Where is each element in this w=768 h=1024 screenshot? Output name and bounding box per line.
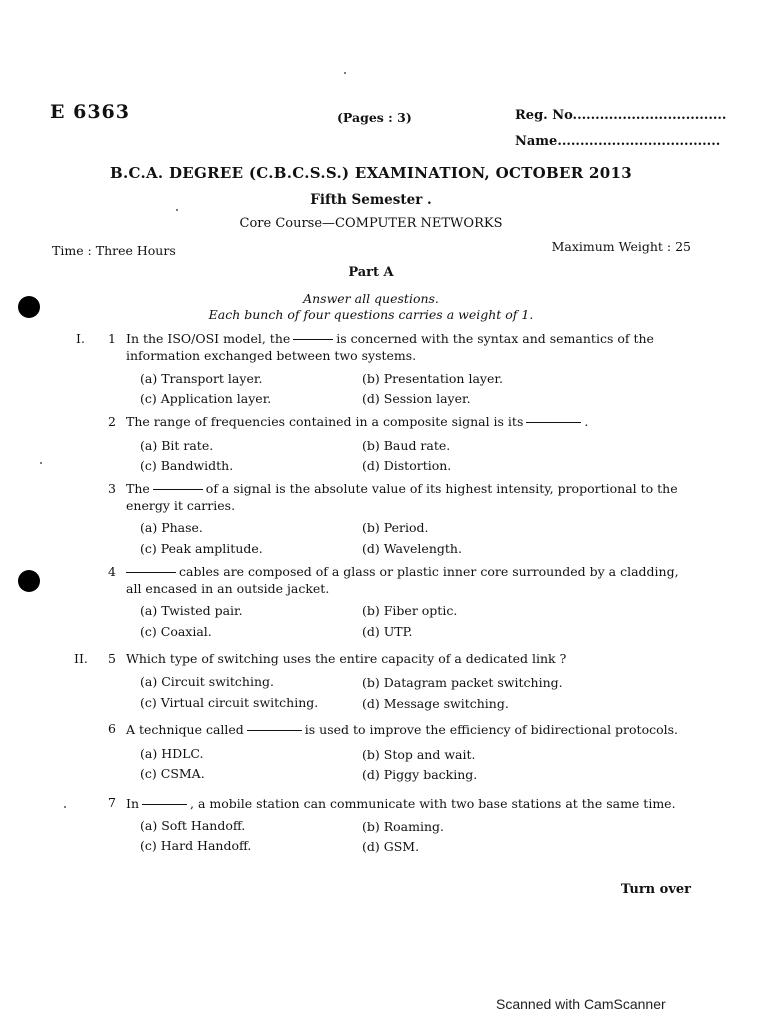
option: (b) Presentation layer.: [362, 371, 503, 386]
answer-blank: [293, 339, 333, 340]
scanner-watermark: Scanned with CamScanner: [496, 996, 666, 1012]
option: (a) Circuit switching.: [140, 674, 274, 689]
reg-no-field: Reg. No..................................: [515, 108, 727, 123]
question-number: 7: [108, 795, 116, 810]
speck: [344, 72, 346, 74]
option: (b) Period.: [362, 520, 429, 535]
speck: [176, 209, 178, 211]
answer-blank: [247, 730, 302, 731]
option: (c) Bandwidth.: [140, 458, 234, 473]
option: (d) Piggy backing.: [362, 767, 478, 782]
option: (a) Soft Handoff.: [140, 818, 246, 833]
section-label: II.: [74, 651, 88, 666]
option: (c) CSMA.: [140, 766, 205, 781]
exam-title: B.C.A. DEGREE (C.B.C.S.S.) EXAMINATION, OCTOBER 2013: [110, 164, 632, 182]
question-text: Which type of switching uses the entire capacity of a dedicated link ?: [126, 651, 567, 666]
option: (d) Session layer.: [362, 391, 471, 406]
question-text: cables are composed of a glass or plastic inner core surrounded by a cladding, all encased in an outside jacket.: [126, 564, 679, 596]
section-label: I.: [76, 331, 85, 346]
question-text: The range of frequencies contained in a composite signal is its .: [126, 414, 589, 429]
option: (b) Datagram packet switching.: [362, 675, 563, 690]
answer-blank: [126, 572, 176, 573]
question-number: 1: [108, 331, 116, 346]
answer-blank: [153, 489, 203, 490]
punch-hole-bottom: [18, 570, 40, 592]
option: (c) Coaxial.: [140, 624, 212, 639]
option: (a) Bit rate.: [140, 438, 214, 453]
question-number: 4: [108, 564, 116, 579]
question-number: 2: [108, 414, 116, 429]
answer-blank: [526, 422, 581, 423]
option: (d) Wavelength.: [362, 541, 462, 556]
option: (c) Peak amplitude.: [140, 541, 263, 556]
option: (c) Application layer.: [140, 391, 272, 406]
option: (d) Message switching.: [362, 696, 509, 711]
exam-time: Time : Three Hours: [52, 243, 176, 258]
question-number: 5: [108, 651, 116, 666]
part-title: Part A: [348, 265, 394, 280]
option: (a) HDLC.: [140, 746, 204, 761]
speck: [40, 462, 42, 464]
option: (b) Stop and wait.: [362, 747, 476, 762]
answer-blank: [142, 804, 187, 805]
instruction-weight: Each bunch of four questions carries a weight of 1.: [208, 307, 534, 322]
instruction-answer-all: Answer all questions.: [303, 291, 439, 306]
speck: [64, 806, 66, 808]
option: (a) Phase.: [140, 520, 203, 535]
question-text: In , a mobile station can communicate with two base stations at the same time.: [126, 796, 676, 811]
name-field: Name....................................: [515, 134, 721, 149]
turn-over-note: Turn over: [620, 882, 691, 897]
option: (b) Fiber optic.: [362, 603, 458, 618]
question-text: In the ISO/OSI model, the is concerned with the syntax and semantics of the information exchanged between two systems.: [126, 331, 654, 363]
question-text: The of a signal is the absolute value of its highest intensity, proportional to the energy it carries.: [126, 481, 678, 513]
option: (d) UTP.: [362, 624, 413, 639]
option: (d) GSM.: [362, 839, 420, 854]
question-number: 3: [108, 481, 116, 496]
option: (c) Hard Handoff.: [140, 838, 252, 853]
option: (b) Roaming.: [362, 819, 445, 834]
option: (a) Transport layer.: [140, 371, 263, 386]
exam-code: E 6363: [50, 101, 130, 123]
course-name: Core Course—COMPUTER NETWORKS: [239, 216, 503, 231]
semester: Fifth Semester .: [310, 192, 432, 208]
question-number: 6: [108, 721, 116, 736]
max-weight: Maximum Weight : 25: [551, 239, 691, 254]
option: (b) Baud rate.: [362, 438, 451, 453]
option: (c) Virtual circuit switching.: [140, 695, 319, 710]
page-count: (Pages : 3): [337, 110, 412, 125]
option: (a) Twisted pair.: [140, 603, 243, 618]
option: (d) Distortion.: [362, 458, 452, 473]
question-text: A technique called is used to improve the efficiency of bidirectional protocols.: [126, 722, 679, 737]
